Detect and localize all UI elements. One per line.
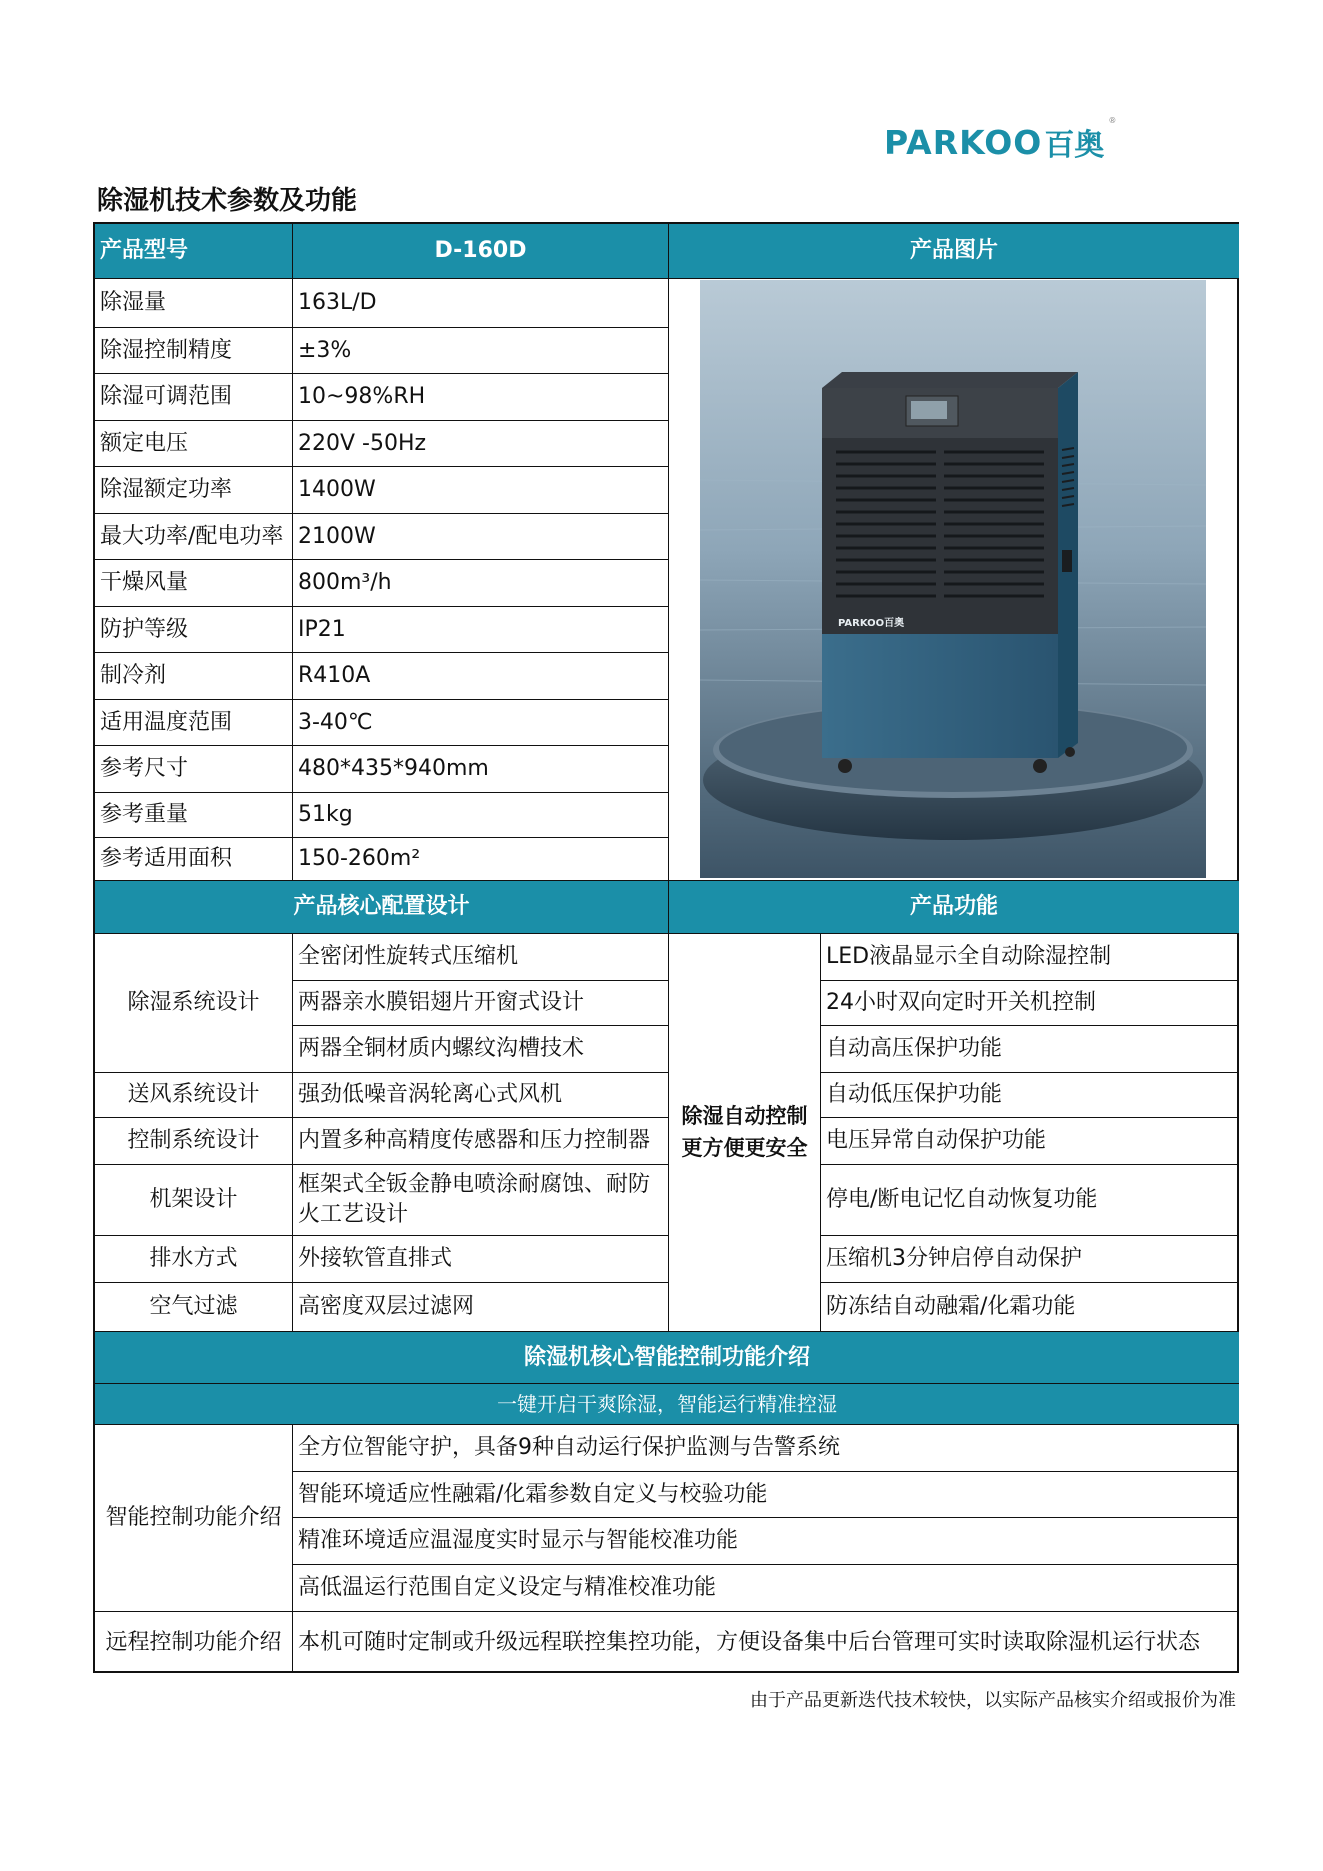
config-item: 强劲低噪音涡轮离心式风机: [293, 1073, 669, 1118]
product-photo: [700, 280, 1206, 878]
spec-value: 150-260m²: [293, 838, 669, 881]
image-label: 产品图片: [669, 224, 1239, 279]
model-label: 产品型号: [95, 224, 293, 279]
smart-item: 高低温运行范围自定义设定与精准校准功能: [293, 1565, 1239, 1612]
spec-value: 10~98%RH: [293, 374, 669, 421]
spec-label: 除湿额定功率: [95, 467, 293, 514]
brand-logo: [884, 116, 1117, 163]
spec-value: ±3%: [293, 328, 669, 374]
spec-value: 3-40℃: [293, 700, 669, 746]
smart-control-label: 智能控制功能介绍: [95, 1425, 293, 1612]
brand-cn: 百奥: [1044, 128, 1105, 163]
spec-label: 适用温度范围: [95, 700, 293, 746]
spec-label: 制冷剂: [95, 653, 293, 700]
spec-label: 干燥风量: [95, 560, 293, 607]
config-section-title: 产品核心配置设计: [95, 881, 669, 934]
spec-label: 除湿可调范围: [95, 374, 293, 421]
spec-label: 最大功率/配电功率: [95, 514, 293, 560]
function-item: 自动低压保护功能: [821, 1073, 1239, 1118]
function-item: LED液晶显示全自动除湿控制: [821, 934, 1239, 981]
config-group-name: 排水方式: [95, 1236, 293, 1283]
spec-label: 参考尺寸: [95, 746, 293, 793]
function-item: 停电/断电记忆自动恢复功能: [821, 1165, 1239, 1236]
brand-name: PARKOO: [884, 122, 1043, 162]
spec-label: 除湿量: [95, 279, 293, 328]
registered-mark: ®: [1108, 116, 1117, 125]
spec-value: 800m³/h: [293, 560, 669, 607]
function-item: 24小时双向定时开关机控制: [821, 981, 1239, 1026]
spec-value: R410A: [293, 653, 669, 700]
model-value: D-160D: [293, 224, 669, 279]
slogan-line-2: 更方便更安全: [681, 1135, 808, 1160]
config-item: 外接软管直排式: [293, 1236, 669, 1283]
spec-value: IP21: [293, 607, 669, 653]
spec-value: 220V -50Hz: [293, 421, 669, 467]
remote-control-label: 远程控制功能介绍: [95, 1612, 293, 1673]
spec-value: 480*435*940mm: [293, 746, 669, 793]
slogan-line-1: 除湿自动控制: [681, 1104, 808, 1128]
config-group-name: 机架设计: [95, 1165, 293, 1236]
spec-value: 51kg: [293, 793, 669, 838]
function-slogan: [669, 934, 821, 1332]
config-item: 内置多种高精度传感器和压力控制器: [293, 1118, 669, 1165]
spec-value: 2100W: [293, 514, 669, 560]
spec-label: 参考重量: [95, 793, 293, 838]
remote-control-text: 本机可随时定制或升级远程联控集控功能，方便设备集中后台管理可实时读取除湿机运行状态: [298, 1629, 1201, 1655]
smart-item: 全方位智能守护，具备9种自动运行保护监测与告警系统: [293, 1425, 1239, 1472]
doc-title: 除湿机技术参数及功能: [97, 186, 358, 216]
config-group-name: 送风系统设计: [95, 1073, 293, 1118]
function-item: 电压异常自动保护功能: [821, 1118, 1239, 1165]
config-group-name: 控制系统设计: [95, 1118, 293, 1165]
smart-section-subtitle: 一键开启干爽除湿，智能运行精准控湿: [95, 1384, 1239, 1425]
function-section-title: 产品功能: [669, 881, 1239, 934]
config-group-name: 除湿系统设计: [95, 934, 293, 1073]
machine-brand-label: PARKOO百奥: [838, 618, 905, 629]
config-item: 全密闭性旋转式压缩机: [293, 934, 669, 981]
function-item: 压缩机3分钟启停自动保护: [821, 1236, 1239, 1283]
smart-item: 智能环境适应性融霜/化霜参数自定义与校验功能: [293, 1472, 1239, 1518]
spec-value: 1400W: [293, 467, 669, 514]
spec-label: 除湿控制精度: [95, 328, 293, 374]
dehumidifier-illustration: [700, 280, 1206, 878]
function-item: 自动高压保护功能: [821, 1026, 1239, 1073]
spec-label: 额定电压: [95, 421, 293, 467]
smart-section-title: 除湿机核心智能控制功能介绍: [95, 1332, 1239, 1384]
spec-label: 参考适用面积: [95, 838, 293, 881]
footer-note: 由于产品更新迭代技术较快，以实际产品核实介绍或报价为准: [750, 1690, 1236, 1711]
smart-item: 精准环境适应温湿度实时显示与智能校准功能: [293, 1518, 1239, 1565]
function-item: 防冻结自动融霜/化霜功能: [821, 1283, 1239, 1332]
config-item: 两器全铜材质内螺纹沟槽技术: [293, 1026, 669, 1073]
spec-label: 防护等级: [95, 607, 293, 653]
config-item: 框架式全钣金静电喷涂耐腐蚀、耐防火工艺设计: [293, 1165, 669, 1236]
config-group-name: 空气过滤: [95, 1283, 293, 1332]
spec-value: 163L/D: [293, 279, 669, 328]
config-item: 高密度双层过滤网: [293, 1283, 669, 1332]
config-item: 两器亲水膜铝翅片开窗式设计: [293, 981, 669, 1026]
